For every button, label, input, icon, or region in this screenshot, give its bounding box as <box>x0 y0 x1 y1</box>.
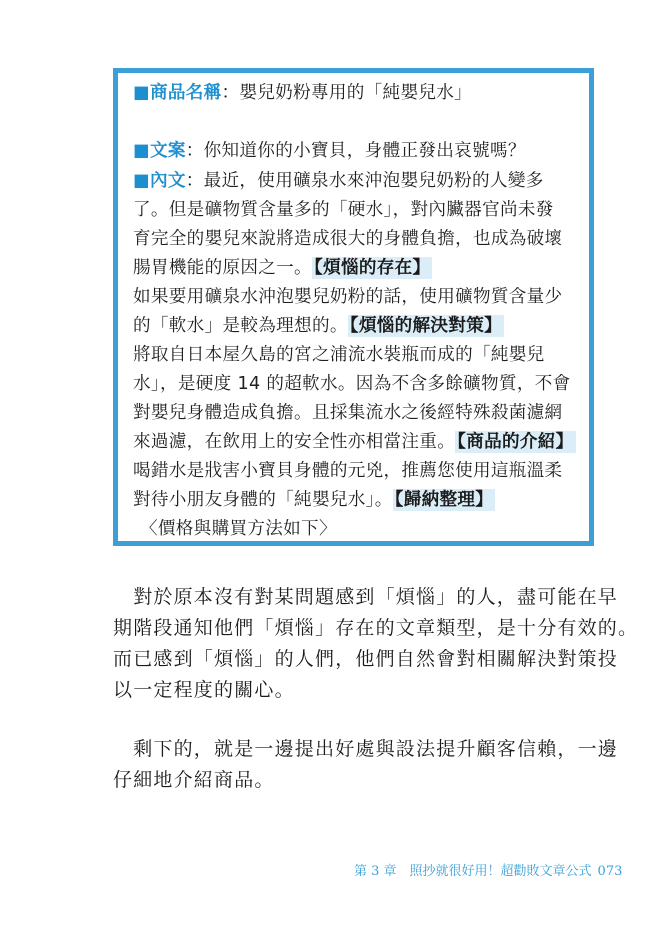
copy-line <box>133 138 526 164</box>
body-line-8: 水」，是硬度 14 的超軟水。因為不含多餘礦物質，不會 <box>133 374 571 394</box>
body-line-4-text: 腸胃機能的原因之一。 <box>133 258 312 278</box>
square-bullet-icon: ■ <box>133 141 150 161</box>
copy-value: ：你知道你的小寶貝，身體正發出哀號嗎？ <box>185 141 526 161</box>
page-number: 073 <box>597 864 623 879</box>
body-line-6-text: 的「軟水」是較為理想的。 <box>133 316 348 336</box>
body-line-2: 了。但是礦物質含量多的「硬水」，對內臟器官尚未發 <box>133 200 554 220</box>
body-line-5: 如果要用礦泉水沖泡嬰兒奶粉的話，使用礦物質含量少 <box>133 287 563 307</box>
paragraph-2-line-1: 剩下的，就是一邊提出好處與設法提升顧客信賴，一邊 <box>113 738 619 760</box>
body-label: 內文 <box>149 171 186 191</box>
chapter-title: 第 3 章 照抄就很好用！超勸敗文章公式 <box>354 864 592 879</box>
paragraph-1-line-3: 而已感到「煩惱」的人們，他們自然會對相關解決對策投 <box>113 648 619 670</box>
price-note: 〈價格與購買方法如下〉 <box>140 519 337 539</box>
paragraph-2-line-2: 仔細地介紹商品。 <box>113 769 275 791</box>
square-bullet-icon: ■ <box>133 83 150 103</box>
body-line-10 <box>133 429 576 455</box>
paragraph-1-line-1: 對於原本沒有對某問題感到「煩惱」的人，盡可能在早 <box>113 586 619 608</box>
copy-label: 文案 <box>149 141 186 161</box>
page-footer <box>354 860 622 879</box>
tag-summary: 【歸納整理】 <box>394 490 494 510</box>
body-line-9: 對嬰兒身體造成負擔。且採集流水之後經特殊殺菌濾網 <box>133 403 563 423</box>
tag-problem: 【煩惱的存在】 <box>313 258 431 278</box>
body-line-1 <box>133 168 544 194</box>
body-line-7: 將取自日本屋久島的宮之浦流水裝瓶而成的「純嬰兒 <box>133 345 545 365</box>
paragraph-1-line-2: 期階段通知他們「煩惱」存在的文章類型，是十分有效的。 <box>113 617 639 639</box>
body-line-11: 喝錯水是戕害小寶貝身體的元兇，推薦您使用這瓶溫柔 <box>133 461 563 481</box>
body-line-6 <box>133 313 504 339</box>
tag-solution: 【煩惱的解決對策】 <box>349 316 502 336</box>
body-line-3: 育完全的嬰兒來說將造成很大的身體負擔，也成為破壞 <box>133 229 563 249</box>
product-name-value: ：嬰兒奶粉專用的「純嬰兒水」 <box>221 83 473 103</box>
square-bullet-icon: ■ <box>133 171 150 191</box>
body-line-10-text: 來過濾，在飲用上的安全性亦相當注重。 <box>133 432 456 452</box>
paragraph-1-line-4: 以一定程度的關心。 <box>113 679 295 701</box>
body-line-12 <box>133 487 495 513</box>
body-line-4 <box>133 255 432 281</box>
body-first-text: ：最近，使用礦泉水來沖泡嬰兒奶粉的人變多 <box>185 171 544 191</box>
product-name-line <box>133 80 472 106</box>
body-line-12-text: 對待小朋友身體的「純嬰兒水」。 <box>133 490 393 510</box>
product-name-label: 商品名稱 <box>149 83 222 103</box>
tag-intro: 【商品的介紹】 <box>457 432 574 452</box>
